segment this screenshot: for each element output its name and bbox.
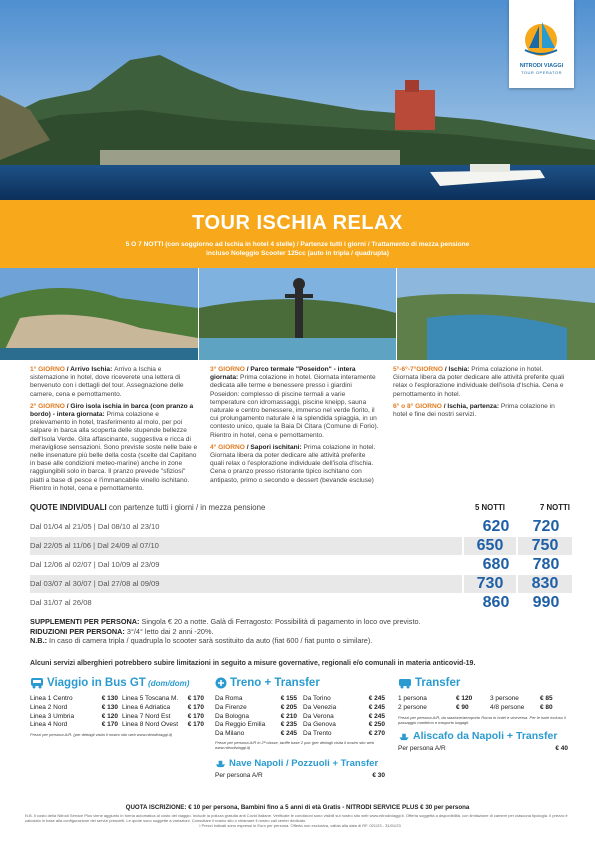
- transfer-list: [398, 695, 568, 713]
- list-item: Linea 8 Nord Ovest € 170: [122, 721, 204, 729]
- list-item: Linea 3 Umbria € 120: [30, 712, 118, 720]
- photo-bay: [397, 268, 595, 360]
- itinerary-day: 3° GIORNO / Parco termale "Poseidon" - intera giornata: Prima colazione in hotel. Giornata interamente dedicata alle terme e benessere presso i giardini Poseidon: complesso di piscine termali a varie temperature con idromassaggi, piscine kneipp, sauna naturale e centro benessere, immerso nel verde fiorito, il cui prolungamento naturale è la splendida spiaggia, in un contesto unico, quale la Baia Di Citara (Comune di Forio). Rientro in hotel, cena e pernottamento.: [210, 366, 379, 439]
- price-5: 650: [464, 537, 516, 555]
- sailboat-icon: [509, 0, 574, 62]
- itinerary-day: 1° GIORNO / Arrivo Ischia: Arrivo a Ischia e sistemazione in hotel, dove riceverete una lettera di benvenuto con i dettagli del tour. Assegnazione delle camere, cena e pernottamento.: [30, 366, 184, 398]
- covid-warning: Alcuni servizi alberghieri potrebbero subire limitazioni in seguito a misure governative, regionali e/o comunali in materia anticovid-19.: [30, 660, 476, 667]
- table-row: Dal 12/06 al 02/07 | Dal 10/09 al 23/09: [30, 560, 160, 569]
- list-item: Da Reggio Emilia € 235: [215, 721, 297, 729]
- col-5-notti: 5 NOTTI: [475, 503, 505, 512]
- list-item: Linea 6 Adriatica € 170: [122, 703, 204, 711]
- brand-tagline: TOUR OPERATOR: [521, 70, 562, 75]
- price-7: 990: [532, 594, 560, 611]
- bus-icon: [30, 677, 44, 689]
- train-list-right: [303, 695, 385, 739]
- footer-quota: QUOTA ISCRIZIONE: € 10 per persona, Bambini fino a 5 anni di età Gratis - NITRODI SERVICE PLUS € 30 per persona: [125, 804, 470, 811]
- price-5: 680: [482, 556, 510, 573]
- itinerary-day: 2° GIORNO / Giro isola ischia in barca (con pranzo a bordo) - intera giornata: Prima colazione e prelevamento in hotel, trasferimento al molo, per poi salpare in barca alla scoperta delle stupende bellezze dell'Isola Verde. Gita affascinante, suggestiva e ricca di meravigliose sensazioni. Sono previste soste nelle baie e nelle insenature più belle della costa (scelte dal Capitano in base alle condizioni meteo-marine) anche in zone raggiungibili solo in barca. Il pranzo prevede "sfiziosi" piatti a base di pesce e l'immancabile vinello ischitano. Rientro in hotel, cena e pernottamento.: [30, 402, 198, 492]
- aliscafo-price-row: Per persona A/R € 40: [398, 745, 568, 752]
- list-item: Da Verona € 245: [303, 712, 385, 720]
- train-section-title: Treno + Transfer: [215, 677, 320, 689]
- table-row: Dal 03/07 al 30/07 | Dal 27/08 al 09/09: [30, 575, 462, 593]
- aliscafo-section-title: Aliscafo da Napoli + Transfer: [398, 730, 557, 742]
- van-icon: [398, 677, 412, 689]
- itinerary-col3: [393, 366, 568, 423]
- ship-price-row: Per persona A/R € 30: [215, 772, 385, 779]
- price-5: 730: [464, 575, 516, 593]
- list-item: Da Milano € 245: [215, 730, 297, 738]
- list-item: Linea 7 Nord Est € 170: [122, 712, 204, 720]
- list-item: Da Venezia € 245: [303, 703, 385, 711]
- ship-section-title: Nave Napoli / Pozzuoli + Transfer: [215, 758, 378, 769]
- list-item: Da Trento € 270: [303, 730, 385, 738]
- list-item: 2 persone € 90 4/8 persone € 80: [398, 703, 553, 711]
- list-item: Da Roma € 155: [215, 695, 297, 702]
- hero-image: [0, 0, 595, 200]
- notes: SUPPLEMENTI PER PERSONA: Singola € 20 a notte. Galà di Ferragosto: Possibilità di pagamento in loco ove previsto. RIDUZIONI PER PERSONA: 3°/4° letto dai 2 anni -20%. N.B.: In caso di camera tripla / quadrupla lo scooter sarà sostituito da auto (fiat 600 / fiat punto o similare).: [30, 617, 421, 645]
- price-7: 750: [518, 537, 572, 555]
- transfer-section-title: Transfer: [398, 677, 460, 689]
- footer-disclaimer: N.B. Il costo della Nitrodi Service Plus viene aggiunto in forma automatica al costo del viaggio. Include la polizza gratuita anti Covid Italiane. Verificate le condizioni sono visibili sul nostro sito web www.nitrodiviaggi.it. Offerta soggetta a disponibilità, con limitazione di camere per ciascuna tipologia. Il prezzo è calcolato in base alla configurazione dei servizi prescelti. Le quote sono soggette a variazioni. Consultare il nostro sito o chiamare il nostro call center dedicato. I Prezzi indicati sono espressi in Euro per persona. Offerta non esclusiva, valida alla data di RF. 021/23 - 31/01/23: [25, 813, 568, 828]
- itinerary-day: 5°-6°-7°GIORNO / Ischia: Prima colazione in hotel. Giornata libera da poter dedicare alle attività preferite quali relax o l'esplorazione individuale dell'isola d'Ischia. Cena e pernottamento in hotel.: [393, 366, 565, 398]
- ship-icon: [215, 758, 226, 769]
- quotes-header: QUOTE INDIVIDUALI con partenze tutti i giorni / in mezza pensione 5 NOTTI 7 NOTTI: [30, 503, 570, 515]
- brand-name: NITRODI VIAGGI: [519, 63, 564, 69]
- plus-icon: [215, 677, 227, 689]
- ship-icon: [398, 731, 410, 742]
- transfer-note: Prezzi per persona A/R, da stazione/aeroporto Roma in hotel e viceversa. Per le isole incluso il passaggio marittimo e trasporto bagagli.: [398, 715, 566, 725]
- price-5: 860: [482, 594, 510, 611]
- photo-strip: [0, 268, 595, 360]
- list-item: Linea 5 Toscana M. € 170: [122, 695, 204, 702]
- price-7: 720: [532, 518, 560, 535]
- list-item: Da Torino € 245: [303, 695, 385, 702]
- bus-note: Prezzi per persona A/R. (per dettagli visita il nostro sito web www.nitrodiviaggi.it): [30, 732, 173, 737]
- itinerary-col1: [30, 366, 198, 497]
- col-7-notti: 7 NOTTI: [540, 503, 570, 512]
- itinerary-day: 6° o 8° GIORNO / Ischia, partenza: Prima colazione in hotel e fine dei nostri servizi.: [393, 402, 555, 419]
- bus-list-left: [30, 695, 118, 730]
- train-note: Prezzi per persona A/R in 2ª classe, tariffe base 2 pax (per dettagli visita il nostro sito web www.nitrodiviaggi.it): [215, 740, 374, 750]
- bus-section-title: Viaggio in Bus GT (dom/dom): [30, 677, 189, 689]
- table-row: Dal 01/04 al 21/05 | Dal 08/10 al 23/10: [30, 522, 160, 531]
- itinerary-day: 4° GIORNO / Sapori ischitani: Prima colazione in hotel. Giornata libera da poter dedicare alle attività preferite quali relax o l'esplorazione individuale dell'isola d'Ischia. Cena o pranzo presso ristorante tipico ischitano con antipasto, primo o secondo e dessert (bevande escluse): [210, 443, 376, 484]
- table-row: Dal 31/07 al 26/08: [30, 598, 92, 607]
- page-subtitle: 5 O 7 NOTTI (con soggiorno ad Ischia in hotel 4 stelle) / Partenze tutti i giorni / Trattamento di mezza pensione incluso Noleggio Scooter 125cc (auto in tripla / quadrupla): [125, 241, 470, 257]
- list-item: Linea 1 Centro € 130: [30, 695, 118, 702]
- table-row: Dal 22/05 al 11/06 | Dal 24/09 al 07/10: [30, 537, 462, 555]
- price-7: 780: [532, 556, 560, 573]
- photo-coast: [0, 268, 198, 360]
- page-title: TOUR ISCHIA RELAX: [192, 212, 403, 234]
- list-item: Da Genova € 250: [303, 721, 385, 729]
- bus-list-right: [122, 695, 204, 730]
- brand-logo: [509, 0, 574, 88]
- list-item: 1 persona € 120 3 persone € 85: [398, 695, 553, 702]
- train-list-left: [215, 695, 297, 739]
- list-item: Da Firenze € 205: [215, 703, 297, 711]
- list-item: Da Bologna € 210: [215, 712, 297, 720]
- list-item: Linea 2 Nord € 130: [30, 703, 118, 711]
- price-5: 620: [482, 518, 510, 535]
- itinerary-col2: [210, 366, 380, 489]
- price-7: 830: [518, 575, 572, 593]
- photo-poseidon: [199, 268, 396, 360]
- list-item: Linea 4 Nord € 170: [30, 721, 118, 729]
